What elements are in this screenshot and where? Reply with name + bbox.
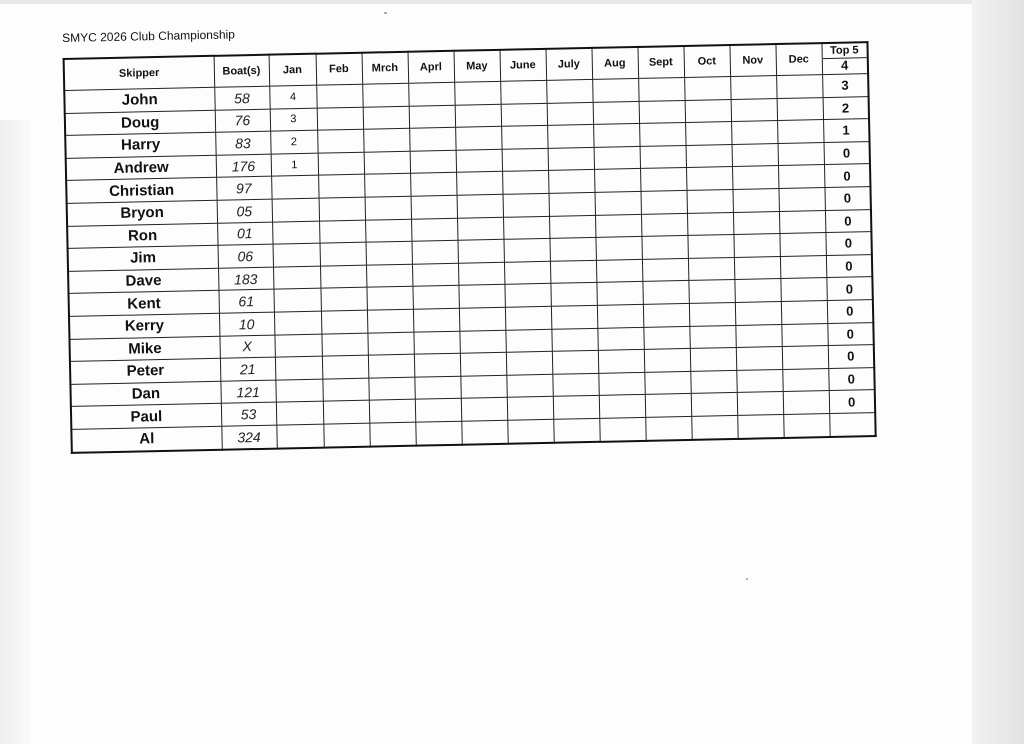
month-score [366, 264, 412, 288]
month-score [685, 99, 731, 123]
top5-score: 3 [822, 74, 868, 98]
column-header-nov: Nov [729, 44, 776, 76]
boat-number: 21 [220, 357, 275, 381]
month-score [276, 424, 323, 448]
month-score [455, 127, 501, 151]
month-score [595, 214, 641, 238]
month-score [597, 304, 643, 328]
skipper-name: Paul [71, 404, 221, 430]
month-score [688, 257, 734, 281]
month-score [781, 300, 827, 324]
month-score [322, 378, 368, 402]
skipper-name: Dan [70, 381, 220, 407]
month-score [550, 260, 596, 284]
month-score [318, 175, 364, 199]
month-score [504, 261, 550, 285]
month-score [736, 369, 782, 393]
month-score [691, 393, 737, 417]
column-header-aprl: Aprl [408, 51, 455, 83]
month-score [686, 144, 732, 168]
month-score [363, 128, 409, 152]
month-score [365, 219, 411, 243]
month-score [551, 305, 597, 329]
month-score [549, 215, 595, 239]
skipper-name: Bryon [67, 200, 217, 226]
month-score [732, 188, 778, 212]
month-score [550, 283, 596, 307]
month-score [363, 106, 409, 130]
championship-sheet [62, 13, 877, 453]
month-score [642, 281, 688, 305]
month-score [323, 423, 369, 447]
month-score [274, 311, 321, 335]
month-score [640, 145, 686, 169]
column-header-skipper: Skipper [64, 56, 215, 91]
month-score [273, 266, 320, 290]
month-score [597, 327, 643, 351]
month-score [639, 100, 685, 124]
month-score [689, 302, 735, 326]
top5-score [829, 412, 875, 436]
month-score [458, 285, 504, 309]
boat-number: 06 [218, 244, 273, 268]
month-score [460, 352, 506, 376]
month-score [782, 346, 828, 370]
scan-edge-left [0, 120, 30, 744]
boat-number: 76 [215, 109, 270, 133]
month-score [503, 238, 549, 262]
month-score [595, 237, 641, 261]
month-score [549, 192, 595, 216]
top5-score: 0 [826, 254, 872, 278]
month-score [458, 262, 504, 286]
month-score [412, 286, 458, 310]
month-score [413, 308, 459, 332]
month-score [317, 107, 363, 131]
month-score [507, 419, 553, 443]
month-score [408, 82, 454, 106]
boat-number: 01 [217, 222, 272, 246]
month-score [552, 373, 598, 397]
month-score [365, 196, 411, 220]
top5-score: 0 [827, 300, 873, 324]
month-score [507, 397, 553, 421]
column-header-dec: Dec [775, 43, 822, 75]
column-header-feb: Feb [316, 53, 363, 85]
boat-number: 183 [218, 267, 273, 291]
boat-number: 58 [214, 86, 269, 110]
top5-score: 0 [826, 277, 872, 301]
page-title: SMYC 2026 Club Championship [62, 27, 236, 45]
column-header-july: July [546, 48, 593, 80]
month-score [318, 152, 364, 176]
skipper-name: Ron [67, 223, 217, 249]
month-score [783, 413, 829, 437]
month-score [730, 76, 776, 100]
month-score [643, 326, 689, 350]
month-score [410, 173, 456, 197]
month-score: 1 [271, 153, 318, 177]
month-score [687, 212, 733, 236]
boat-number: 324 [221, 425, 276, 449]
month-score [409, 127, 455, 151]
month-score [686, 167, 732, 191]
month-score [503, 216, 549, 240]
month-score [505, 306, 551, 330]
month-score [777, 97, 823, 121]
month-score [368, 354, 414, 378]
month-score [367, 332, 413, 356]
month-score [272, 198, 319, 222]
month-score [777, 120, 823, 144]
month-score [549, 238, 595, 262]
month-score [415, 399, 461, 423]
column-header-sept: Sept [637, 46, 684, 78]
month-score [779, 210, 825, 234]
skipper-name: Dave [68, 268, 218, 294]
month-score [411, 218, 457, 242]
skipper-name: Christian [66, 178, 216, 204]
month-score [502, 171, 548, 195]
month-score [316, 84, 362, 108]
month-score [500, 80, 546, 104]
month-score [409, 105, 455, 129]
column-header-oct: Oct [683, 45, 730, 77]
month-score [776, 75, 822, 99]
month-score [641, 213, 687, 237]
month-score [778, 188, 824, 212]
skipper-name: Al [71, 426, 221, 452]
month-score [457, 239, 503, 263]
skipper-name: Mike [69, 336, 219, 362]
month-score [641, 190, 687, 214]
column-header-aug: Aug [591, 47, 638, 79]
month-score [733, 234, 779, 258]
month-score [506, 351, 552, 375]
month-score [736, 347, 782, 371]
month-score [778, 142, 824, 166]
month-score [321, 333, 367, 357]
month-score [685, 122, 731, 146]
month-score [778, 165, 824, 189]
month-score [735, 324, 781, 348]
month-score [780, 278, 826, 302]
month-score [599, 395, 645, 419]
month-score [553, 418, 599, 442]
month-score [413, 331, 459, 355]
month-score [461, 420, 507, 444]
month-score [412, 263, 458, 287]
month-score [643, 303, 689, 327]
month-score [459, 330, 505, 354]
month-score [367, 309, 413, 333]
month-score [552, 350, 598, 374]
month-score [501, 103, 547, 127]
month-score [273, 243, 320, 267]
month-score [547, 125, 593, 149]
month-score [320, 265, 366, 289]
month-score [737, 392, 783, 416]
month-score [688, 280, 734, 304]
month-score [689, 325, 735, 349]
month-score [369, 400, 415, 424]
month-score [368, 377, 414, 401]
month-score [551, 328, 597, 352]
month-score [319, 197, 365, 221]
month-score [321, 310, 367, 334]
month-score [732, 143, 778, 167]
boat-number: X [219, 335, 274, 359]
boat-number: 121 [220, 380, 275, 404]
month-score [691, 415, 737, 439]
month-score [366, 241, 412, 265]
month-score [273, 288, 320, 312]
month-score [735, 301, 781, 325]
month-score [641, 236, 687, 260]
month-score [733, 211, 779, 235]
month-score [320, 288, 366, 312]
month-score [548, 170, 594, 194]
month-score [414, 376, 460, 400]
boat-number: 83 [215, 131, 270, 155]
month-score [460, 375, 506, 399]
skipper-name: Harry [65, 133, 215, 159]
boat-number: 97 [216, 177, 271, 201]
month-score [684, 77, 730, 101]
month-score [366, 287, 412, 311]
month-score [598, 372, 644, 396]
month-score [731, 98, 777, 122]
boat-number: 10 [219, 312, 274, 336]
month-score [640, 168, 686, 192]
month-score: 2 [270, 130, 317, 154]
column-header-may: May [454, 50, 501, 82]
month-score [639, 123, 685, 147]
column-header-boat-s: Boat(s) [214, 55, 270, 88]
skipper-name: Peter [70, 358, 220, 384]
top5-score: 0 [825, 209, 871, 233]
month-score [644, 349, 690, 373]
month-score [596, 282, 642, 306]
month-score [364, 151, 410, 175]
month-score [319, 220, 365, 244]
month-score [644, 371, 690, 395]
standings-table [63, 41, 877, 453]
month-score [595, 191, 641, 215]
month-score [456, 172, 502, 196]
skipper-name: Doug [65, 110, 215, 136]
column-header-june: June [500, 49, 547, 81]
month-score [275, 379, 322, 403]
month-score [592, 78, 638, 102]
month-score [690, 370, 736, 394]
top5-score: 1 [823, 119, 869, 143]
month-score [782, 368, 828, 392]
month-score [638, 77, 684, 101]
month-score [734, 279, 780, 303]
month-score [593, 124, 639, 148]
month-score [410, 150, 456, 174]
month-score [594, 146, 640, 170]
boat-number: 53 [221, 402, 276, 426]
month-score [687, 235, 733, 259]
month-score [271, 176, 318, 200]
month-score [369, 422, 415, 446]
month-score [274, 334, 321, 358]
month-score [506, 374, 552, 398]
month-score [461, 398, 507, 422]
column-header-mrch: Mrch [362, 52, 409, 84]
month-score [454, 81, 500, 105]
scan-speck [384, 12, 387, 14]
boat-number: 61 [218, 289, 273, 313]
month-score [645, 394, 691, 418]
month-score [546, 79, 592, 103]
month-score [457, 194, 503, 218]
month-score [455, 104, 501, 128]
skipper-name: Kent [69, 291, 219, 317]
column-header-jan: Jan [269, 54, 317, 86]
month-score [276, 401, 323, 425]
top5-score: 2 [823, 96, 869, 120]
month-score [642, 258, 688, 282]
scan-edge-right [972, 0, 1024, 744]
month-score [596, 259, 642, 283]
month-score [364, 174, 410, 198]
month-score [594, 169, 640, 193]
top5-score: 0 [828, 367, 874, 391]
month-score [599, 417, 645, 441]
month-score [732, 166, 778, 190]
skipper-name: Kerry [69, 313, 219, 339]
skipper-name: Andrew [66, 155, 216, 181]
month-score [781, 323, 827, 347]
month-score [320, 242, 366, 266]
top5-score: 0 [824, 141, 870, 165]
month-score [272, 221, 319, 245]
boat-number: 05 [217, 199, 272, 223]
top5-score: 0 [825, 232, 871, 256]
boat-number: 176 [216, 154, 271, 178]
month-score [457, 217, 503, 241]
month-score [459, 307, 505, 331]
scan-edge-top [0, 0, 1024, 4]
month-score [548, 147, 594, 171]
month-score [783, 391, 829, 415]
month-score [503, 193, 549, 217]
month-score [780, 255, 826, 279]
top5-leading-value: 4 [822, 57, 867, 73]
month-score [456, 149, 502, 173]
column-header-top-5 [821, 42, 868, 74]
month-score [598, 350, 644, 374]
month-score [317, 129, 363, 153]
month-score [322, 355, 368, 379]
month-score [553, 396, 599, 420]
month-score [737, 414, 783, 438]
month-score [734, 256, 780, 280]
skipper-name: Jim [68, 245, 218, 271]
top5-score: 0 [824, 187, 870, 211]
top5-header-label: Top 5 [829, 44, 859, 57]
month-score [504, 284, 550, 308]
month-score [690, 348, 736, 372]
month-score [502, 148, 548, 172]
month-score [323, 400, 369, 424]
month-score [779, 233, 825, 257]
top5-score: 0 [827, 322, 873, 346]
month-score [593, 101, 639, 125]
top5-score: 0 [824, 164, 870, 188]
month-score [415, 421, 461, 445]
scan-speck [746, 578, 748, 580]
month-score [645, 416, 691, 440]
skipper-name: John [64, 87, 214, 113]
month-score [731, 121, 777, 145]
month-score [275, 356, 322, 380]
month-score [362, 83, 408, 107]
month-score: 4 [269, 85, 316, 109]
top5-score: 0 [828, 345, 874, 369]
month-score [411, 195, 457, 219]
month-score [547, 102, 593, 126]
top5-score: 0 [829, 390, 875, 414]
month-score [412, 240, 458, 264]
month-score [414, 353, 460, 377]
month-score [505, 329, 551, 353]
month-score: 3 [270, 108, 317, 132]
month-score [501, 126, 547, 150]
month-score [686, 189, 732, 213]
